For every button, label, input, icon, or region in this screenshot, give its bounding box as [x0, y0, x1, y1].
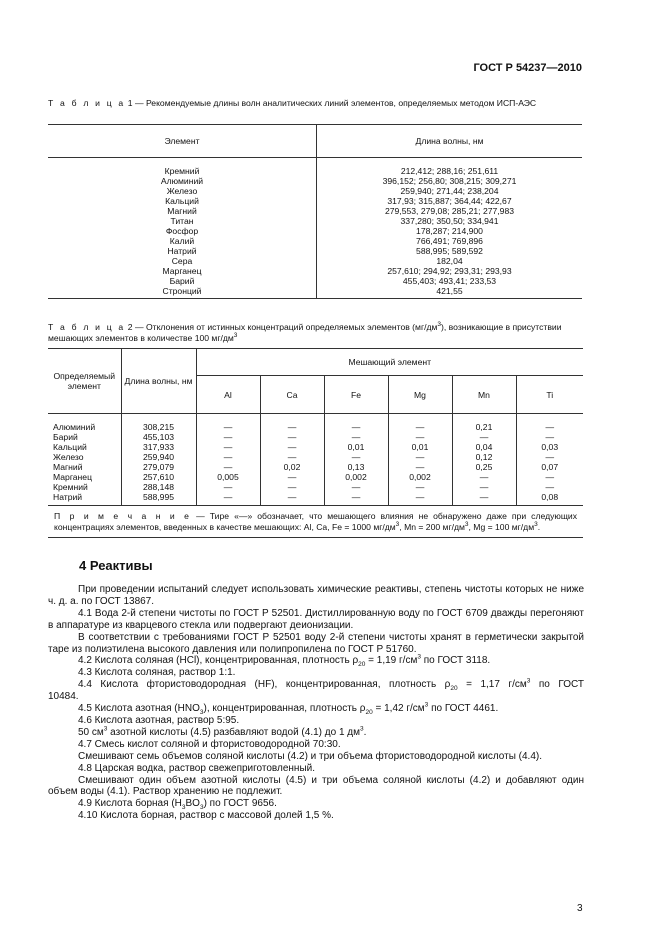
table2-value-cell: —	[287, 442, 297, 452]
table2-value-cell: —	[545, 482, 555, 492]
table2-value-cell: —	[287, 432, 297, 442]
interference-table	[48, 348, 583, 538]
table1-wavelength-cell: 766,491; 769,896	[416, 236, 483, 246]
table2-value-cell: —	[415, 422, 425, 432]
page-number: 3	[577, 903, 583, 914]
table1-wavelength-cell: 178,287; 214,900	[416, 226, 483, 236]
table2-value-cell: —	[351, 492, 361, 502]
table2-element-cell: Кальций	[53, 442, 87, 452]
table2-value-cell: —	[415, 492, 425, 502]
sub-3: 3	[199, 804, 204, 812]
table2-value-cell: 0,04	[475, 442, 493, 452]
table2-value-cell: 0,13	[347, 462, 365, 472]
text-part: 4.9 Кислота борная (H	[78, 798, 182, 810]
paragraph-4-1b: В соответствии с требованиями ГОСТ Р 52501 воду 2-й степени чистоты хранят в герметически закрытой таре из полиэтилена высокого давления или полипропилена по ГОСТ Р 51760.	[48, 631, 584, 655]
paragraph-4-5	[48, 703, 584, 715]
table2-note-prefix: П р и м е ч а н и е	[54, 511, 192, 521]
table2-value-cell: —	[287, 472, 297, 482]
table2-value-column	[324, 414, 388, 506]
paragraph-4-8b: Смешивают один объем азотной кислоты (4.5) и три объема соляной кислоты (4.2) и добавляют один объем воды (4.1). Раствор хранению не подлежит.	[48, 774, 584, 798]
table2-header-interferer: Al	[196, 376, 260, 414]
table1-wavelength-cell: 337,280; 350,50; 334,941	[400, 216, 499, 226]
text-part: 4.4 Кислота фтористоводородная (HF), концентрированная, плотность ρ	[78, 679, 451, 691]
table2-value-column	[516, 414, 583, 506]
text-part: 4.5 Кислота азотная (HNO	[78, 703, 200, 715]
table2-value-cell: —	[351, 452, 361, 462]
paragraph-4-7: 4.7 Смесь кислот соляной и фтористоводородной 70:30.	[78, 738, 341, 750]
table2-wavelength-cell: 257,610	[142, 472, 175, 482]
table1-element-cell: Сера	[171, 256, 193, 266]
table2-value-cell: —	[223, 462, 233, 472]
section-heading: 4 Реактивы	[79, 558, 153, 573]
table1-wavelength-cell: 212,412; 288,16; 251,611	[400, 166, 499, 176]
sup-3: 3	[526, 677, 531, 685]
sup-3: 3	[103, 725, 108, 733]
sup-3: 3	[424, 701, 429, 709]
table2-element-column	[48, 414, 121, 506]
table2-caption	[48, 322, 588, 344]
text-part: .	[363, 726, 367, 738]
paragraph-4-7b: Смешивают семь объемов соляной кислоты (4.2) и три объема фтористоводородной кислоты (4.4).	[78, 750, 543, 762]
sup-3: 3	[464, 521, 469, 529]
text-part: 4.2 Кислота соляная (HCl), концентрированная, плотность ρ	[78, 655, 359, 667]
table2-note	[48, 506, 583, 538]
table2-caption-text-a: 2 — Отклонения от истинных концентраций определяемых элементов (мг/дм	[127, 322, 438, 332]
table2-value-cell: 0,07	[541, 462, 559, 472]
sub-3: 3	[181, 804, 186, 812]
table1-element-cell: Марганец	[162, 266, 202, 276]
table1-element-cell: Стронций	[162, 286, 202, 296]
table2-value-cell: 0,02	[283, 462, 301, 472]
table2-value-cell: —	[287, 452, 297, 462]
paragraph-4-4	[48, 679, 584, 703]
sub-20: 20	[358, 661, 366, 669]
table2-note-text-c: , Mg = 100 мг/дм	[468, 522, 535, 532]
table2-element-cell: Алюминий	[53, 422, 96, 432]
table2-value-cell: —	[223, 452, 233, 462]
table2-header-interferer: Fe	[324, 376, 388, 414]
table2-header-interfering: Мешающий элемент	[196, 349, 583, 376]
table2-value-column	[388, 414, 452, 506]
table1-element-cell: Барий	[169, 276, 195, 286]
table1-element-cell: Натрий	[167, 246, 197, 256]
table2-value-cell: 0,08	[541, 492, 559, 502]
table2-value-cell: —	[415, 432, 425, 442]
table2-value-cell: —	[545, 472, 555, 482]
table1-element-cell: Фосфор	[165, 226, 199, 236]
table2-element-cell: Натрий	[53, 492, 83, 502]
table2-value-cell: 0,21	[475, 422, 493, 432]
sup-3: 3	[360, 725, 364, 733]
table2-wavelength-column	[121, 414, 196, 506]
table2-element-cell: Железо	[53, 452, 84, 462]
table2-value-cell: —	[223, 492, 233, 502]
table2-value-cell: —	[545, 432, 555, 442]
table2-wavelength-cell: 455,103	[142, 432, 175, 442]
paragraph-4-3: 4.3 Кислота соляная, раствор 1:1.	[78, 667, 236, 679]
table2-value-cell: —	[415, 462, 425, 472]
table2-value-cell: —	[287, 422, 297, 432]
table2-value-cell: —	[545, 422, 555, 432]
text-part: ) по ГОСТ 9656.	[203, 798, 277, 810]
text-part: = 1,42 г/см	[372, 703, 425, 715]
text-part: по ГОСТ 10484.	[48, 679, 584, 703]
table2-value-cell: —	[479, 432, 489, 442]
table2-caption-sup2: 3	[233, 332, 238, 340]
table1-wavelength-cell: 279,553, 279,08; 285,21; 277,983	[384, 206, 515, 216]
table1-element-cell: Алюминий	[160, 176, 204, 186]
table2-wavelength-cell: 259,940	[142, 452, 175, 462]
sup-3: 3	[417, 654, 421, 662]
table2-header-element: Определяемый элемент	[48, 349, 121, 414]
sub-3: 3	[199, 709, 204, 717]
table1-element-cell: Титан	[170, 216, 194, 226]
table2-header-interferer: Mn	[452, 376, 516, 414]
section-body	[48, 584, 584, 822]
table2-note-text-b: , Mn = 200 мг/дм	[399, 522, 465, 532]
table1-element-cell: Калий	[169, 236, 195, 246]
table1-wavelength-cell: 182,04	[436, 256, 463, 266]
paragraph-intro: При проведении испытаний следует использовать химические реактивы, степень чистоты которых не ниже ч. д. а. по ГОСТ 13867.	[48, 584, 584, 607]
paragraph-4-9	[48, 798, 584, 810]
table2-value-cell: 0,002	[409, 472, 431, 482]
wavelength-table	[48, 124, 582, 299]
sub-20: 20	[450, 685, 458, 693]
table2-value-cell: 0,25	[475, 462, 493, 472]
text-part: по ГОСТ 3118.	[420, 655, 491, 667]
table2-caption-text-b: ), возникающие в присутствии мешающих элементов в количестве 100 мг/дм	[48, 322, 562, 343]
table1-caption-text: 1 — Рекомендуемые длины волн аналитических линий элементов, определяемых методом ИСП-АЭС	[127, 98, 537, 108]
table2-header-interferer: Ti	[516, 376, 583, 414]
table2-value-cell: 0,01	[347, 442, 365, 452]
text-part: BO	[185, 798, 200, 810]
table2-value-column	[260, 414, 324, 506]
table2-element-cell: Барий	[53, 432, 78, 442]
table2-value-cell: —	[415, 482, 425, 492]
table2-value-cell: —	[287, 482, 297, 492]
table2-element-cell: Магний	[53, 462, 83, 472]
table2-value-cell: —	[223, 432, 233, 442]
table2-value-cell: 0,03	[541, 442, 559, 452]
table1-wavelength-cell: 421,55	[436, 286, 463, 296]
sub-20: 20	[365, 709, 373, 717]
text-part: ), концентрированная, плотность ρ	[203, 703, 366, 715]
table1-element-column	[48, 158, 317, 299]
table2-value-cell: 0,002	[345, 472, 367, 482]
table2-value-cell: —	[223, 422, 233, 432]
table2-value-cell: —	[351, 432, 361, 442]
table1-wavelength-cell: 455,403; 493,41; 233,53	[402, 276, 497, 286]
table2-value-cell: —	[351, 482, 361, 492]
text-part: = 1,17 г/см	[457, 679, 527, 691]
table2-value-cell: —	[223, 442, 233, 452]
paragraph-4-10: 4.10 Кислота борная, раствор с массовой долей 1,5 %.	[78, 810, 334, 822]
paragraph-4-6b	[48, 727, 584, 739]
document-header: ГОСТ Р 54237—2010	[473, 62, 582, 74]
table1-wavelength-cell: 257,610; 294,92; 293,31; 293,93	[387, 266, 512, 276]
table2-note-text-a: — Тире «—» обозначает, что мешающего влияния не обнаружено даже при следующих концентрациях элементов, введенных в качестве мешающих: Al, Ca, Fe = 1000 мг/дм	[54, 511, 577, 532]
table2-value-cell: 0,12	[475, 452, 493, 462]
table2-value-cell: 0,01	[411, 442, 429, 452]
table1-caption-prefix: Т а б л и ц а	[48, 98, 126, 108]
table1-header-element: Элемент	[48, 125, 317, 158]
table2-wavelength-cell: 588,995	[142, 492, 175, 502]
table1-element-cell: Магний	[167, 206, 197, 216]
table2-wavelength-cell: 308,215	[142, 422, 175, 432]
sup-3: 3	[395, 521, 400, 529]
paragraph-4-8: 4.8 Царская водка, раствор свежеприготовленный.	[78, 762, 316, 774]
table1-wavelength-column	[317, 158, 583, 299]
table2-note-text-d: .	[537, 522, 541, 532]
table2-value-cell: —	[479, 492, 489, 502]
text-part: = 1,19 г/см	[365, 655, 418, 667]
table2-wavelength-cell: 279,079	[142, 462, 175, 472]
table2-header-interferer: Ca	[260, 376, 324, 414]
table1-header-wavelength: Длина волны, нм	[317, 125, 583, 158]
table1-element-cell: Кальций	[165, 196, 199, 206]
table1-wavelength-cell: 396,152; 256,80; 308,215; 309,271	[382, 176, 517, 186]
table2-header-wavelength: Длина волны, нм	[121, 349, 196, 414]
paragraph-4-1: 4.1 Вода 2-й степени чистоты по ГОСТ Р 52501. Дистиллированную воду по ГОСТ 6709 дважды перегоняют в аппаратуре из кварцевого стекла или подвергают деионизации.	[48, 607, 584, 631]
table2-header-interferer: Mg	[388, 376, 452, 414]
table2-value-column	[196, 414, 260, 506]
table2-value-column	[452, 414, 516, 506]
table2-caption-sup: 3	[437, 321, 442, 329]
table2-wavelength-cell: 288,148	[142, 482, 175, 492]
paragraph-4-2	[48, 655, 584, 667]
paragraph-4-6: 4.6 Кислота азотная, раствор 5:95.	[78, 714, 240, 726]
text-part: 50 см	[78, 726, 104, 738]
table2-value-cell: 0,005	[217, 472, 239, 482]
text-part: азотной кислоты (4.5) разбавляют водой (4.1) до 1 дм	[107, 726, 360, 738]
table1-caption	[48, 98, 588, 109]
table2-value-cell: —	[479, 482, 489, 492]
text-part: по ГОСТ 4461.	[428, 703, 499, 715]
table2-value-cell: —	[479, 472, 489, 482]
table1-wavelength-cell: 317,93; 315,887; 364,44; 422,67	[387, 196, 512, 206]
table1-element-cell: Кремний	[164, 166, 200, 176]
table2-caption-prefix: Т а б л и ц а	[48, 322, 126, 332]
table2-value-cell: —	[415, 452, 425, 462]
table2-value-cell: —	[223, 482, 233, 492]
table2-value-cell: —	[287, 492, 297, 502]
table2-element-cell: Кремний	[53, 482, 88, 492]
sup-3: 3	[534, 521, 538, 529]
table2-element-cell: Марганец	[53, 472, 92, 482]
table2-value-cell: —	[545, 452, 555, 462]
table2-wavelength-cell: 317,933	[142, 442, 175, 452]
table1-element-cell: Железо	[166, 186, 198, 196]
table1-wavelength-cell: 588,995; 589,592	[416, 246, 483, 256]
table2-value-cell: —	[351, 422, 361, 432]
table1-wavelength-cell: 259,940; 271,44; 238,204	[400, 186, 499, 196]
